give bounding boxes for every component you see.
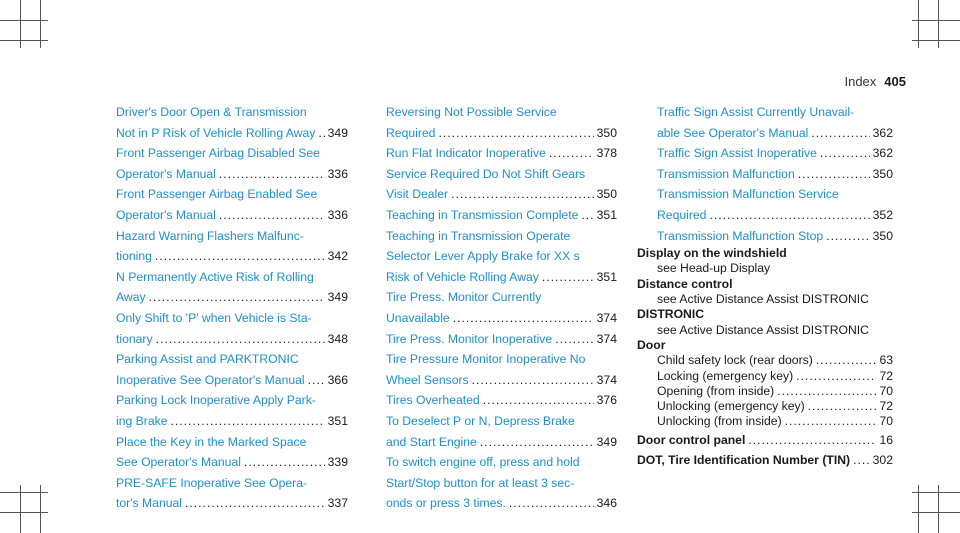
- entry-text: Display on the windshield: [637, 246, 787, 261]
- leader-dots: [853, 450, 870, 471]
- entry-text: Opening (from inside): [657, 383, 775, 398]
- leader-dots: [438, 123, 593, 144]
- index-entry-continuation: [637, 102, 893, 123]
- entry-page-number[interactable]: 350: [872, 166, 893, 181]
- entry-page-number[interactable]: 378: [596, 146, 617, 161]
- index-entry: [637, 450, 893, 471]
- index-entry: [637, 353, 893, 368]
- index-entry: [116, 123, 348, 144]
- index-entry-continuation: [116, 308, 348, 329]
- index-entry-continuation: [637, 261, 893, 276]
- index-column-3: [637, 102, 893, 471]
- entry-text: see Active Distance Assist DISTRONIC: [657, 292, 869, 307]
- entry-text: see Head-up Display: [657, 261, 771, 276]
- entry-text: Teaching in Transmission Operate: [386, 228, 571, 243]
- entry-page-number[interactable]: 351: [596, 207, 617, 222]
- index-column-1: [116, 102, 348, 514]
- entry-text: tionary: [116, 331, 153, 346]
- entry-text: See Operator's Manual: [116, 455, 241, 470]
- entry-text: ing Brake: [116, 413, 168, 428]
- entry-text: Driver's Door Open & Transmission: [116, 105, 307, 119]
- index-entry: [116, 493, 348, 514]
- entry-text: Visit Dealer: [386, 187, 449, 202]
- index-entry-continuation: [386, 102, 617, 123]
- leader-dots: [581, 205, 593, 226]
- entry-text: DISTRONIC: [637, 307, 705, 322]
- entry-page-number[interactable]: 349: [327, 290, 348, 305]
- entry-page-number[interactable]: 302: [872, 453, 893, 468]
- entry-page-number[interactable]: 70: [879, 414, 893, 429]
- entry-text: Required: [386, 125, 436, 140]
- leader-dots: [820, 143, 870, 164]
- crop-mark: [0, 512, 48, 513]
- leader-dots: [451, 184, 594, 205]
- leader-dots: [472, 370, 594, 391]
- entry-text: able See Operator's Manual: [657, 125, 809, 140]
- entry-page-number[interactable]: 362: [872, 146, 893, 161]
- leader-dots: [244, 452, 325, 473]
- entry-text: Risk of Vehicle Rolling Away: [386, 269, 539, 284]
- entry-text: Transmission Malfunction Service: [657, 187, 839, 202]
- index-entry: [386, 205, 617, 226]
- index-entry: [637, 384, 893, 399]
- entry-text: Away: [116, 290, 146, 305]
- index-entry: [386, 370, 617, 391]
- entry-text: Reversing Not Possible Service: [386, 105, 557, 119]
- entry-page-number[interactable]: 376: [596, 393, 617, 408]
- entry-text: Tire Press. Monitor Currently: [386, 290, 542, 305]
- entry-page-number[interactable]: 352: [872, 207, 893, 222]
- leader-dots: [219, 205, 325, 226]
- index-entry-continuation: [116, 184, 348, 205]
- leader-dots: [816, 353, 877, 368]
- index-entry: [637, 414, 893, 429]
- entry-page-number[interactable]: 349: [596, 434, 617, 449]
- entry-text: Service Required Do Not Shift Gears: [386, 166, 586, 181]
- entry-text: Operator's Manual: [116, 166, 216, 181]
- entry-text: Wheel Sensors: [386, 372, 469, 387]
- entry-text: Required: [657, 207, 707, 222]
- leader-dots: [549, 143, 594, 164]
- index-entry-continuation: [116, 349, 348, 370]
- entry-text: Run Flat Indicator Inoperative: [386, 146, 546, 161]
- entry-text: Transmission Malfunction Stop: [657, 228, 824, 243]
- index-entry: [637, 369, 893, 384]
- index-entry-continuation: [637, 323, 893, 338]
- entry-text: Only Shift to 'P' when Vehicle is Sta-: [116, 310, 312, 325]
- entry-page-number[interactable]: 374: [596, 331, 617, 346]
- index-entry-continuation: [386, 452, 617, 473]
- entry-page-number[interactable]: 374: [596, 372, 617, 387]
- crop-mark: [0, 20, 48, 21]
- leader-dots: [171, 411, 325, 432]
- entry-text: see Active Distance Assist DISTRONIC: [657, 322, 869, 337]
- index-entry: [386, 308, 617, 329]
- index-entry: [116, 287, 348, 308]
- index-entry: [386, 123, 617, 144]
- leader-dots: [777, 384, 876, 399]
- entry-text: and Start Engine: [386, 434, 477, 449]
- index-entry: [386, 329, 617, 350]
- crop-mark: [0, 492, 48, 493]
- entry-page-number[interactable]: 16: [879, 432, 893, 447]
- section-label: Index: [844, 74, 877, 89]
- index-entry-continuation: [116, 102, 348, 123]
- leader-dots: [308, 370, 325, 391]
- index-entry: [637, 123, 893, 144]
- leader-dots: [318, 123, 324, 144]
- entry-page-number[interactable]: 70: [879, 383, 893, 398]
- entry-text: tioning: [116, 249, 152, 264]
- entry-text: Hazard Warning Flashers Malfunc-: [116, 228, 304, 243]
- index-entry-continuation: [386, 226, 617, 247]
- index-entry: [386, 390, 617, 411]
- entry-page-number[interactable]: 336: [327, 166, 348, 181]
- entry-text: Door: [637, 337, 666, 352]
- index-entry: [116, 205, 348, 226]
- entry-page-number[interactable]: 348: [327, 331, 348, 346]
- entry-page-number[interactable]: 351: [596, 269, 617, 284]
- entry-text: Unlocking (from inside): [657, 414, 782, 429]
- entry-page-number[interactable]: 351: [327, 413, 348, 428]
- entry-text: DOT, Tire Identification Number (TIN): [637, 453, 851, 468]
- entry-page-number[interactable]: 339: [327, 455, 348, 470]
- leader-dots: [542, 267, 594, 288]
- entry-text: tor's Manual: [116, 496, 183, 511]
- index-entry-continuation: [386, 473, 617, 494]
- entry-text: Tire Pressure Monitor Inoperative No: [386, 352, 586, 367]
- entry-text: Tire Press. Monitor Inoperative: [386, 331, 553, 346]
- index-entry: [386, 432, 617, 453]
- index-entry: [637, 143, 893, 164]
- leader-dots: [155, 246, 325, 267]
- entry-page-number[interactable]: 337: [327, 496, 348, 511]
- entry-text: Not in P Risk of Vehicle Rolling Away: [116, 125, 316, 140]
- entry-text: Front Passenger Airbag Disabled See: [116, 146, 320, 161]
- entry-text: Place the Key in the Marked Space: [116, 434, 307, 449]
- entry-text: Traffic Sign Assist Currently Unavail-: [657, 105, 855, 119]
- crop-mark: [912, 20, 960, 21]
- entry-text: Parking Assist and PARKTRONIC: [116, 352, 299, 367]
- entry-page-number[interactable]: 362: [872, 125, 893, 140]
- index-entry-continuation: [637, 292, 893, 307]
- entry-text: Unlocking (emergency key): [657, 399, 805, 414]
- entry-page-number[interactable]: 336: [327, 207, 348, 222]
- entry-text: Unavailable: [386, 310, 450, 325]
- entry-page-number[interactable]: 63: [879, 353, 893, 368]
- entry-page-number[interactable]: 374: [596, 310, 617, 325]
- index-entry-continuation: [116, 226, 348, 247]
- index-entry: [637, 205, 893, 226]
- entry-page-number[interactable]: 72: [879, 368, 893, 383]
- entry-text: Front Passenger Airbag Enabled See: [116, 187, 318, 202]
- index-entry-continuation: [637, 338, 893, 353]
- entry-page-number[interactable]: 350: [872, 228, 893, 243]
- index-entry: [386, 493, 617, 514]
- entry-text: To switch engine off, press and hold: [386, 455, 580, 470]
- leader-dots: [826, 226, 869, 247]
- leader-dots: [483, 390, 594, 411]
- entry-text: Child safety lock (rear doors): [657, 353, 813, 368]
- leader-dots: [156, 329, 325, 350]
- entry-page-number[interactable]: 349: [327, 125, 348, 140]
- entry-text: To Deselect P or N, Depress Brake: [386, 413, 575, 428]
- entry-page-number[interactable]: 350: [596, 125, 617, 140]
- leader-dots: [709, 205, 869, 226]
- entry-page-number[interactable]: 366: [327, 372, 348, 387]
- index-entry: [637, 399, 893, 414]
- entry-text: Tires Overheated: [386, 393, 480, 408]
- index-entry: [116, 329, 348, 350]
- index-entry: [637, 430, 893, 451]
- entry-text: PRE-SAFE Inoperative See Opera-: [116, 475, 308, 490]
- index-entry-continuation: [386, 349, 617, 370]
- leader-dots: [811, 123, 869, 144]
- leader-dots: [453, 308, 594, 329]
- leader-dots: [798, 164, 870, 185]
- index-entry-continuation: [116, 473, 348, 494]
- index-entry: [386, 143, 617, 164]
- index-entry-continuation: [116, 390, 348, 411]
- index-entry-continuation: [116, 267, 348, 288]
- index-entry: [637, 164, 893, 185]
- entry-text: onds or press 3 times.: [386, 496, 506, 511]
- index-column-2: [386, 102, 617, 514]
- entry-text: Teaching in Transmission Complete: [386, 207, 579, 222]
- leader-dots: [219, 164, 325, 185]
- index-entry-continuation: [637, 307, 893, 322]
- leader-dots: [149, 287, 325, 308]
- index-entry-continuation: [637, 246, 893, 261]
- index-entry: [116, 246, 348, 267]
- entry-text: N Permanently Active Risk of Rolling: [116, 269, 314, 284]
- entry-page-number[interactable]: 72: [879, 399, 893, 414]
- entry-page-number[interactable]: 350: [596, 187, 617, 202]
- entry-text: Start/Stop button for at least 3 sec-: [386, 475, 575, 490]
- index-entry: [116, 452, 348, 473]
- leader-dots: [748, 430, 876, 451]
- index-entry-continuation: [386, 411, 617, 432]
- index-entry: [637, 226, 893, 247]
- crop-mark: [912, 512, 960, 513]
- entry-page-number[interactable]: 346: [596, 496, 617, 511]
- index-entry-continuation: [637, 277, 893, 292]
- index-entry-continuation: [116, 432, 348, 453]
- entry-text: Locking (emergency key): [657, 368, 794, 383]
- leader-dots: [808, 399, 877, 414]
- index-entry: [116, 411, 348, 432]
- entry-text: Distance control: [637, 276, 733, 291]
- leader-dots: [785, 414, 877, 429]
- entry-text: Parking Lock Inoperative Apply Park-: [116, 393, 316, 408]
- page-number: 405: [884, 74, 906, 89]
- crop-mark: [0, 40, 48, 41]
- index-entry-continuation: [386, 164, 617, 185]
- leader-dots: [509, 493, 594, 514]
- crop-mark: [912, 492, 960, 493]
- leader-dots: [555, 329, 593, 350]
- leader-dots: [480, 432, 594, 453]
- index-entry: [116, 164, 348, 185]
- index-entry: [116, 370, 348, 391]
- entry-text: Traffic Sign Assist Inoperative: [657, 146, 817, 161]
- index-entry-continuation: [116, 143, 348, 164]
- index-entry: [386, 267, 617, 288]
- page-header: [844, 74, 906, 89]
- entry-text: Door control panel: [637, 432, 746, 447]
- crop-mark: [912, 40, 960, 41]
- index-entry-continuation: [637, 184, 893, 205]
- index-entry-continuation: [386, 287, 617, 308]
- entry-text: Selector Lever Apply Brake for XX s: [386, 249, 580, 264]
- entry-page-number[interactable]: 342: [327, 249, 348, 264]
- entry-text: Inoperative See Operator's Manual: [116, 372, 305, 387]
- entry-text: Transmission Malfunction: [657, 166, 795, 181]
- leader-dots: [185, 493, 325, 514]
- leader-dots: [796, 369, 876, 384]
- entry-text: Operator's Manual: [116, 207, 216, 222]
- index-entry: [386, 184, 617, 205]
- index-entry-continuation: [386, 246, 617, 267]
